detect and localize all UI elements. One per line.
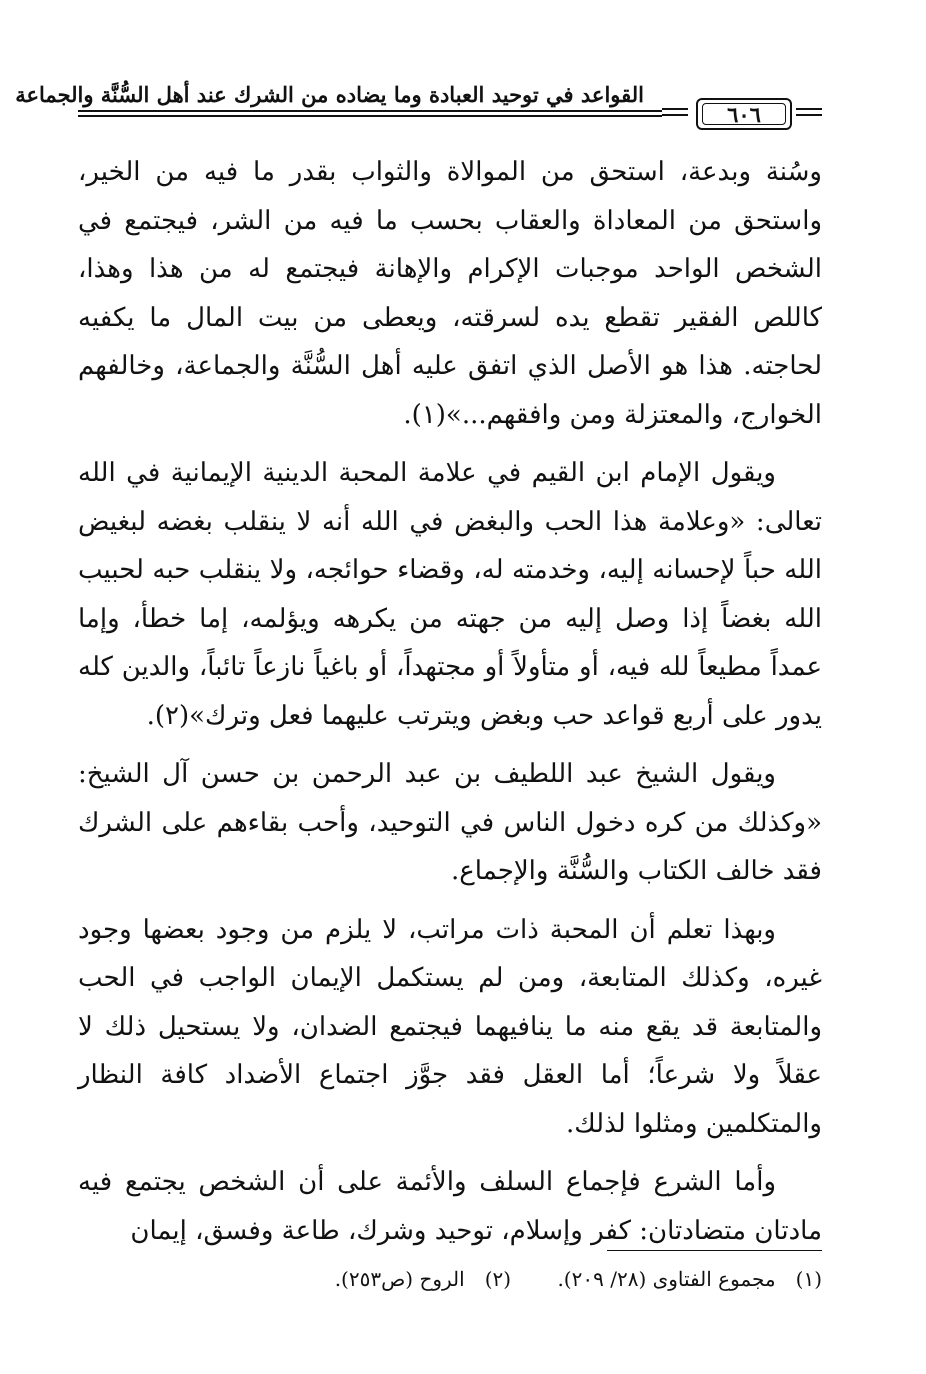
footnotes xyxy=(78,1262,822,1296)
paragraph-4: وبهذا تعلم أن المحبة ذات مراتب، لا يلزم من وجود بعضها وجود غيره، وكذلك المتابعة، ومن لم يستكمل الإيمان الواجب في الحب والمتابعة قد يقع منه ما ينافيهما فيجتمع الضدان، ولا يستحيل ذلك لا عقلاً ولا شرعاً؛ أما العقل فقد جوَّز اجتماع الأضداد كافة النظار والمتكلمين ومثلوا لذلك. xyxy=(78,914,822,1139)
paragraph-1: وسُنة وبدعة، استحق من الموالاة والثواب بقدر ما فيه من الخير، واستحق من المعاداة والعقاب بحسب ما فيه من الشر، فيجتمع في الشخص الواحد موجبات الإكرام والإهانة فيجتمع له من هذا وهذا، كاللص الفقير تقطع يده لسرقته، ويعطى من بيت المال ما يكفيه لحاجته. هذا هو الأصل الذي اتفق عليه أهل السُّنَّة والجماعة، وخالفهم الخوارج، والمعتزلة ومن وافقهم...»(١). xyxy=(78,157,822,430)
page-number-rule-left-top xyxy=(662,108,688,110)
page-number-rule-right-bottom xyxy=(796,114,822,116)
header-rule-bottom xyxy=(78,115,662,117)
page-number: ٦٠٦ xyxy=(702,103,786,125)
paragraph-3: ويقول الشيخ عبد اللطيف بن عبد الرحمن بن حسن آل الشيخ: «وكذلك من كره دخول الناس في التوحيد، وأحب بقاءهم على الشرك فقد خالف الكتاب والسُّنَّة والإجماع. xyxy=(78,759,822,886)
footnote-number: (٢) xyxy=(484,1267,512,1291)
footnote-separator xyxy=(607,1250,822,1251)
footnote-2 xyxy=(335,1262,511,1296)
page-number-frame xyxy=(662,98,822,128)
header-rule-top xyxy=(78,110,662,112)
footnote-number: (١) xyxy=(795,1267,822,1291)
page-number-box xyxy=(696,98,792,130)
running-title: القواعد في توحيد العبادة وما يضاده من الشرك عند أهل السُّنَّة والجماعة xyxy=(15,82,644,107)
paragraph-5: وأما الشرع فإجماع السلف والأئمة على أن الشخص يجتمع فيه مادتان متضادتان: كفر وإسلام، توحيد وشرك، طاعة وفسق، إيمان xyxy=(78,1167,822,1246)
running-header xyxy=(15,78,822,130)
footnote-text: مجموع الفتاوى (٢٨/ ٢٠٩). xyxy=(557,1267,776,1291)
page-number-rule-right-top xyxy=(796,108,822,110)
page-number-rule-left-bottom xyxy=(662,114,688,116)
paragraph-2: ويقول الإمام ابن القيم في علامة المحبة الدينية الإيمانية في الله تعالى: «وعلامة هذا الحب والبغض في الله أنه لا ينقلب بغضه لبغيض الله حباً لإحسانه إليه، وخدمته له، وقضاء حوائجه، ولا ينقلب حبه لحبيب الله بغضاً إذا وصل إليه من جهته من يكرهه ويؤلمه، إما خطأ، وإما عمداً مطيعاً لله فيه، أو متأولاً أو مجتهداً، أو باغياً نازعاً تائباً، والدين كله يدور على أربع قواعد حب وبغض ويترتب عليهما فعل وترك»(٢). xyxy=(78,458,822,731)
main-text xyxy=(78,148,822,1265)
footnote-text: الروح (ص٢٥٣). xyxy=(334,1267,465,1291)
footnote-1 xyxy=(557,1262,822,1296)
